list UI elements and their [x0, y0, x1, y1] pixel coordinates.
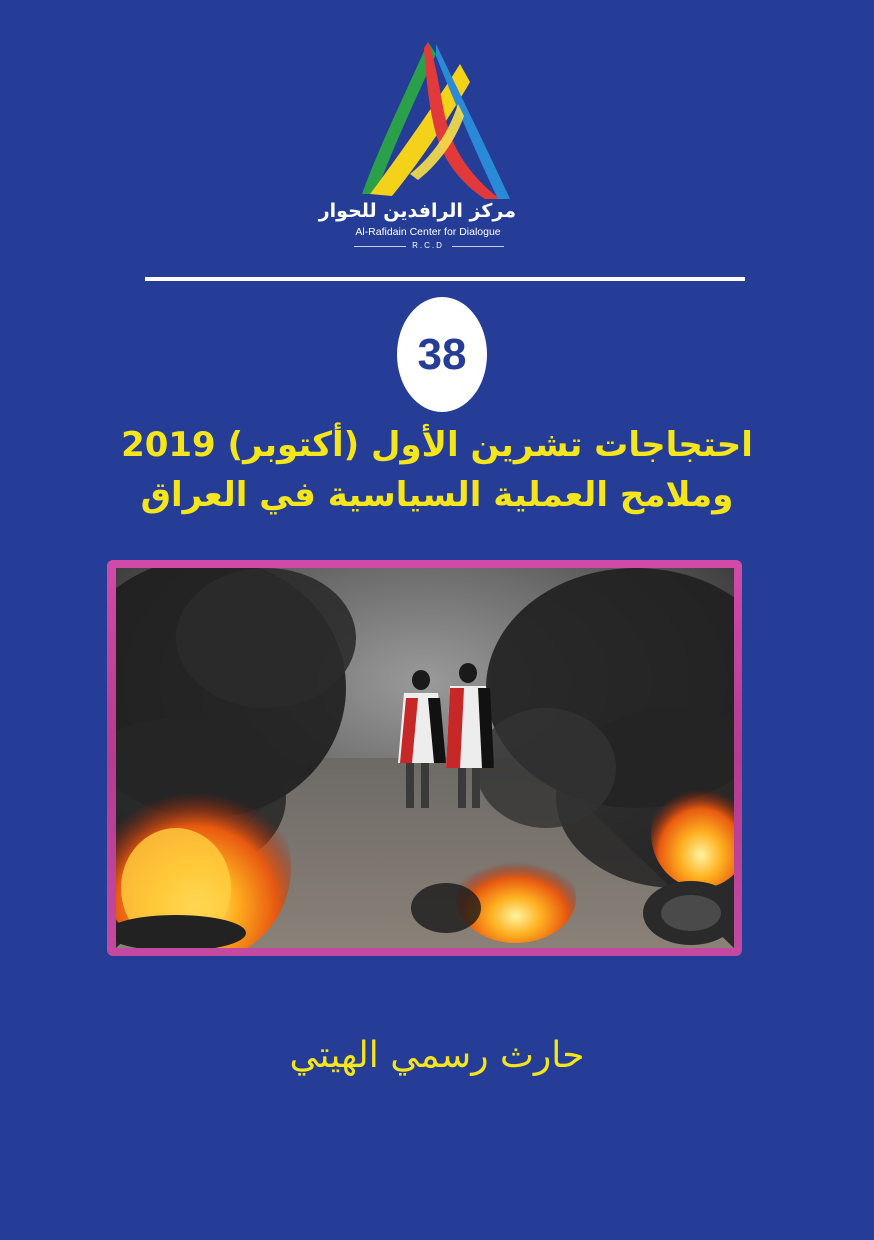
author-name: حارث رسمي الهيتي — [289, 1035, 585, 1076]
book-title — [100, 420, 774, 520]
title-line-1: احتجاجات تشرين الأول (أكتوبر) 2019 — [121, 425, 753, 465]
issue-number: 38 — [417, 329, 467, 379]
cover-photo — [116, 568, 734, 948]
protest-fire-smoke-photo-icon — [116, 568, 734, 948]
logo-abbreviation: R.C.D — [412, 241, 444, 250]
rafidain-logo-icon — [340, 34, 530, 204]
logo-rule-right — [452, 246, 504, 247]
issue-number-badge — [397, 297, 487, 412]
publisher-logo — [318, 34, 530, 264]
logo-english-name: Al-Rafidain Center for Dialogue — [355, 226, 501, 238]
logo-arabic-name: مركز الرافدين للحوار — [318, 200, 516, 222]
header-divider — [145, 277, 745, 281]
title-line-2: وملامح العملية السياسية في العراق — [140, 475, 734, 515]
